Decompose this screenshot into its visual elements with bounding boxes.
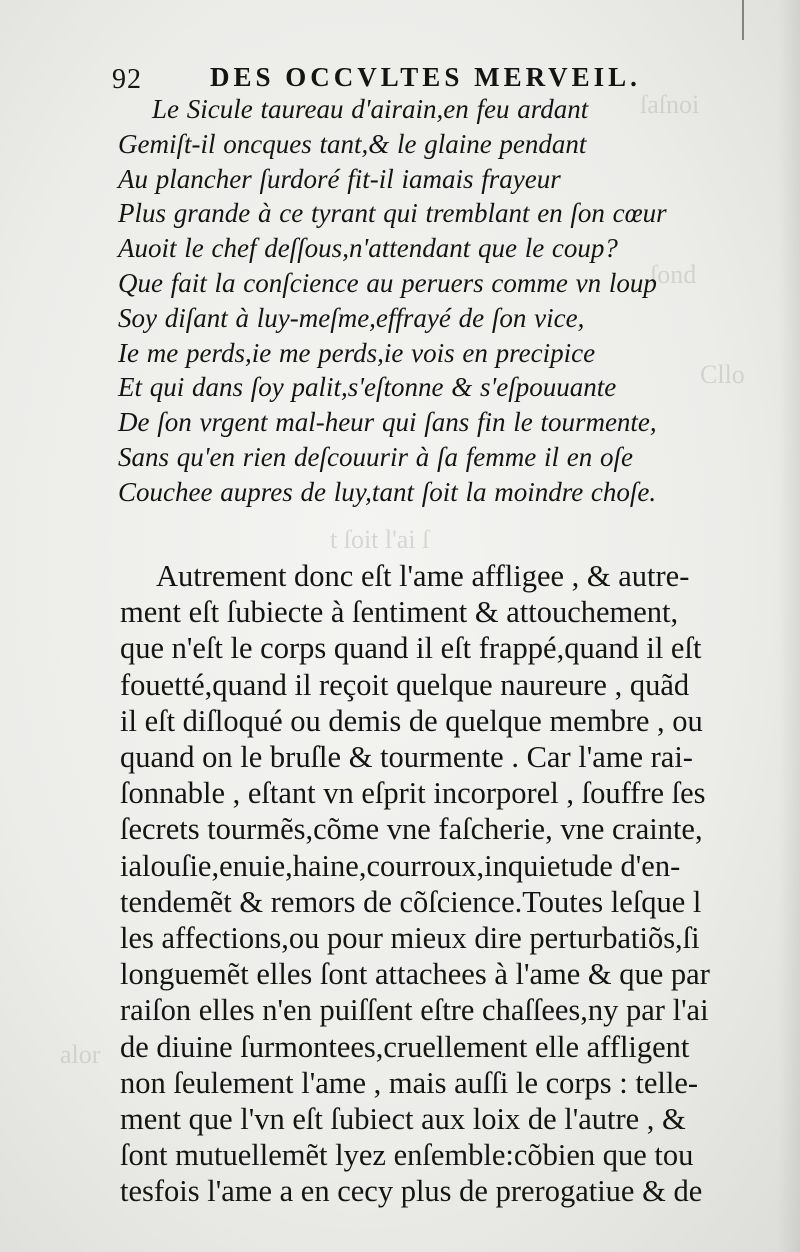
prose-line: tesfois l'ame a en cecy plus de prerogatiue & de xyxy=(120,1174,703,1209)
page-number: 92 xyxy=(112,64,142,95)
prose-line: non ſeulement l'ame , mais auſſi le corps : telle- xyxy=(120,1065,699,1100)
verse-line: Gemiſt-il oncques tant,& le glaine pendant xyxy=(118,128,587,159)
show-through-mark: t ſoit l'ai ſ xyxy=(330,525,430,554)
verse-line: Sans qu'en rien deſcouurir à ſa femme il en oſe xyxy=(118,441,633,472)
verse-line: Que fait la conſcience au peruers comme vn loup xyxy=(118,267,657,298)
prose-line: ſonnable , eſtant vn eſprit incorporel , ſouffre ſes xyxy=(120,776,706,811)
verse-line: Plus grande à ce tyrant qui tremblant en ſon cœur xyxy=(118,198,667,229)
prose-line: il eſt diſloqué ou demis de quelque membre , ou xyxy=(120,703,703,738)
prose-line: fouetté,quand il reçoit quelque naureure , quãd xyxy=(120,667,690,702)
verse-block xyxy=(118,92,718,510)
show-through-mark: Cllo xyxy=(700,360,745,389)
verse-line: Au plancher ſurdoré fit-il iamais frayeur xyxy=(118,163,561,194)
prose-line: longuemẽt elles ſont attachees à l'ame & que par xyxy=(120,957,710,992)
prose-line: quand on le bruſle & tourmente . Car l'ame rai- xyxy=(120,740,693,775)
prose-line: que n'eſt le corps quand il eſt frappé,quand il eſt xyxy=(120,631,702,666)
show-through-mark: alor xyxy=(60,1040,101,1069)
verse-line: Couchee aupres de luy,tant ſoit la moindre choſe. xyxy=(118,476,657,507)
verse-line: Ie me perds,ie me perds,ie vois en precipice xyxy=(118,337,596,368)
prose-line: de diuine ſurmontees,cruellement elle affligent xyxy=(120,1029,690,1064)
page-gutter-shadow xyxy=(778,0,800,1252)
running-title: DES OCCVLTES MERVEIL. xyxy=(210,62,641,92)
prose-line: les affections,ou pour mieux dire perturbatiõs,ſi xyxy=(120,921,700,956)
prose-block xyxy=(120,558,760,1210)
prose-line: ment que l'vn eſt ſubiect aux loix de l'autre , & xyxy=(120,1102,686,1137)
page-header xyxy=(112,60,672,96)
show-through-mark: ſond xyxy=(650,260,697,289)
prose-line: ment eſt ſubiecte à ſentiment & attouchement, xyxy=(120,595,679,630)
prose-line: raiſon elles n'en puiſſent eſtre chaſſees,ny par l'ai xyxy=(120,993,709,1028)
prose-line: tendemẽt & remors de cõſcience.Toutes leſque l xyxy=(120,884,702,919)
prose-line: Autrement donc eſt l'ame affligee , & autre- xyxy=(156,559,690,593)
verse-line: Soy diſant à luy-meſme,effrayé de ſon vice, xyxy=(118,302,585,333)
show-through-mark: ſaſnoi xyxy=(640,90,700,119)
prose-line: ſecrets tourmẽs,cõme vne faſcherie, vne crainte, xyxy=(120,812,703,847)
prose-line: ialouſie,enuie,haine,courroux,inquietude d'en- xyxy=(120,848,681,883)
verse-line: Auoit le chef deſſous,n'attendant que le coup? xyxy=(118,233,618,264)
page-edge-mark xyxy=(742,0,744,40)
verse-line: Le Sicule taureau d'airain,en feu ardant xyxy=(152,94,589,124)
verse-line: Et qui dans ſoy palit,s'eſtonne & s'eſpouuante xyxy=(118,372,617,403)
prose-line: ſont mutuellemẽt lyez enſemble:cõbien que tou xyxy=(120,1138,694,1173)
verse-line: De ſon vrgent mal-heur qui ſans fin le tourmente, xyxy=(118,407,657,438)
